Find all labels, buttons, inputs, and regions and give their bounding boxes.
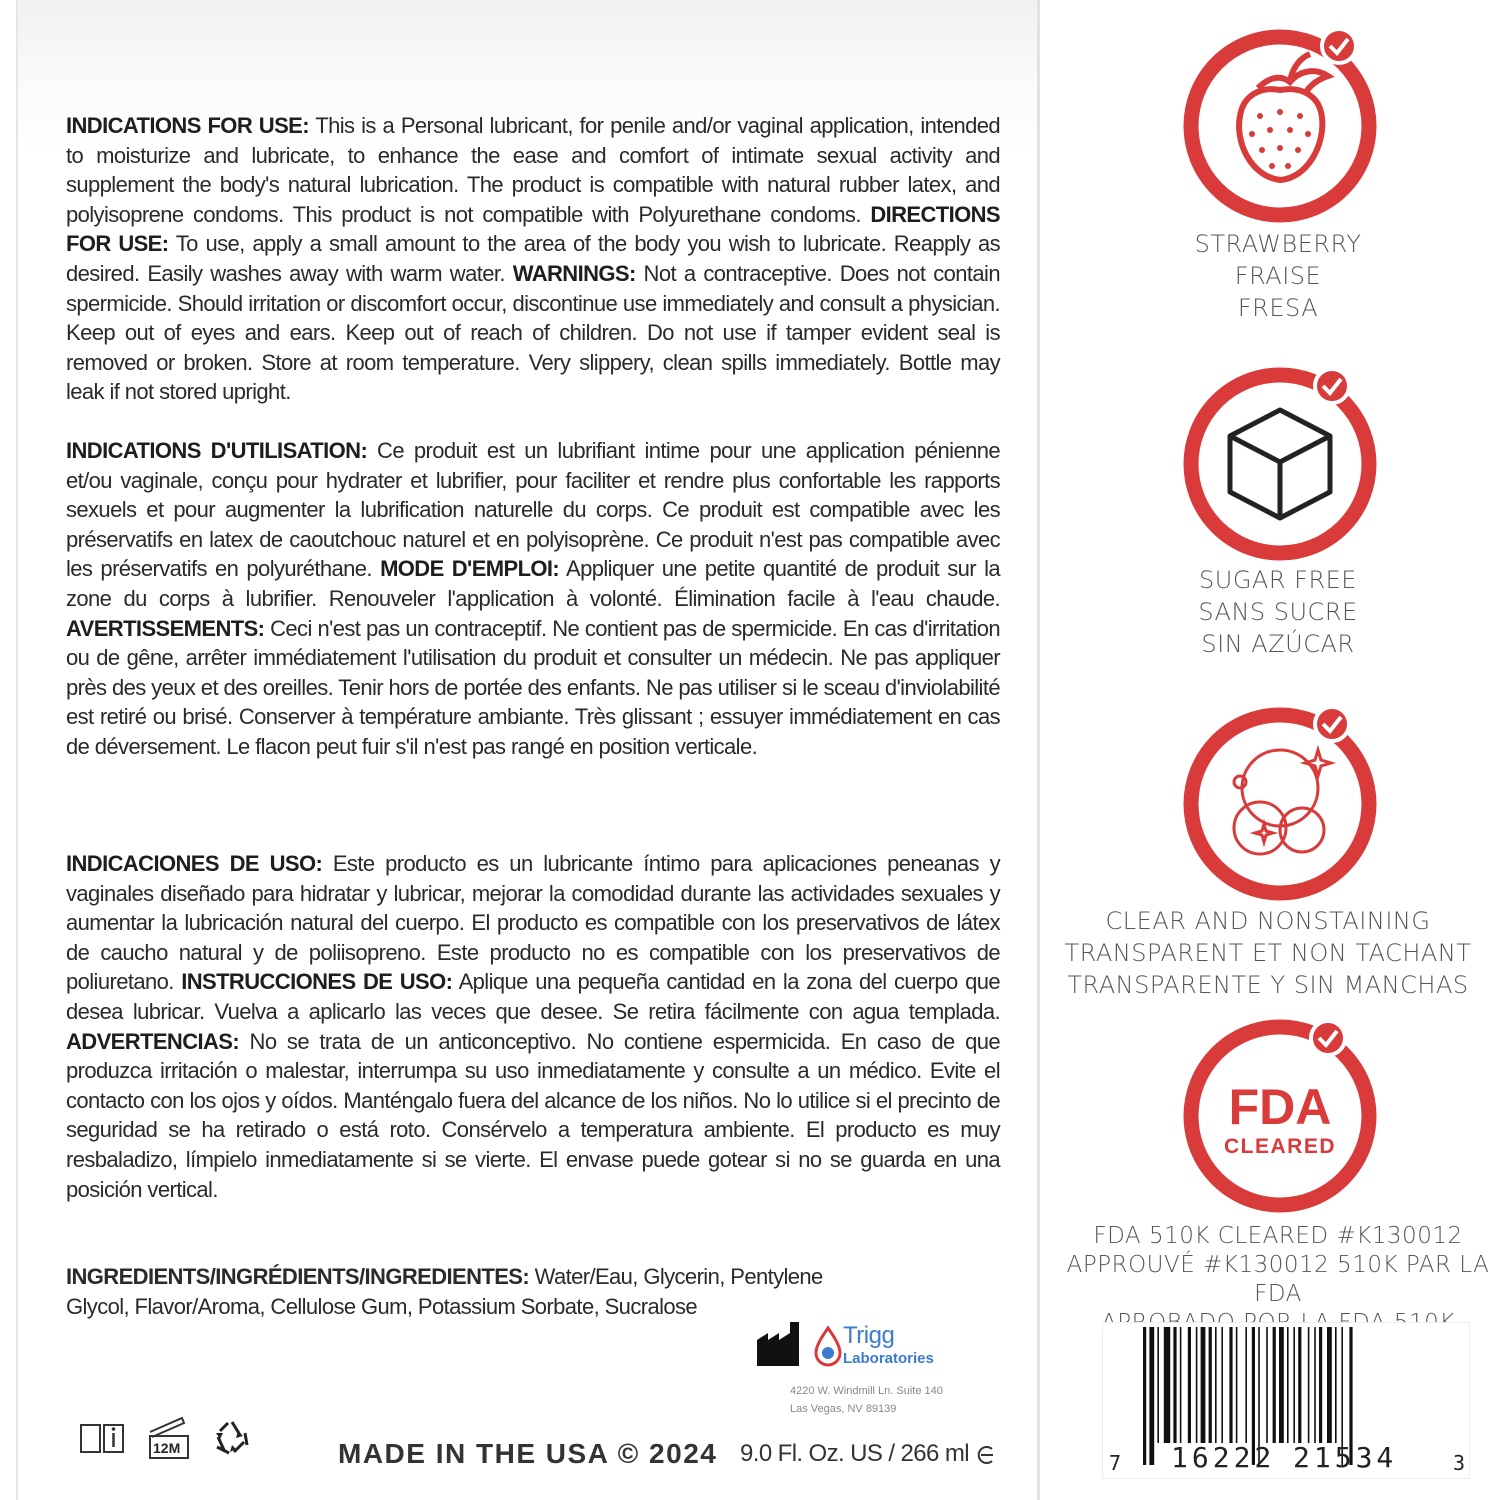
fda-big-text: FDA xyxy=(1228,1079,1332,1135)
badge-line: SUGAR FREE xyxy=(1199,566,1357,594)
indications-heading-en: INDICATIONS FOR USE: xyxy=(66,113,309,138)
indications-text-fr: Ce produit est un lubrifiant intime pour une application pénienne et/ou vaginale, conçu pour hydrater et lubrifier, pour faciliter et rendre plus confortable les rapports sexuels et pour augmenter la lubrification naturelle du corps. Ce produit est compatible avec les préservatifs en latex de caoutchouc naturel et en polyisoprène. Ce produit n'est pas compatible avec les préservatifs en polyuréthane. xyxy=(66,438,1000,582)
badge-line: FDA 510K CLEARED #K130012 xyxy=(1093,1223,1463,1249)
warnings-text-fr: Ceci n'est pas un contraceptif. Ne contient pas de spermicide. En cas d'irritation ou de gêne, arrêter immédiatement l'utilisation du produit et consulter un médecin. Ne pas appliquer près des yeux et des oreilles. Tenir hors de portée des enfants. Ne pas utiliser si le sceau d'inviolabilité est retiré ou brisé. Conserver à température ambiante. Très glissant ; essuyer immédiatement en cas de déversement. Le flacon peut fuir s'il n'est pas rangé en position verticale. xyxy=(66,615,1000,759)
barcode-lead-digit: 7 xyxy=(1109,1451,1126,1475)
barcode-bar xyxy=(1209,1327,1212,1443)
barcode-bar xyxy=(1335,1327,1337,1443)
barcode-bar xyxy=(1149,1327,1154,1465)
warnings-text-en: Not a contraceptive. Does not contain spermicide. Should irritation or discomfort occur, discontinue use immediately and consult a physician. Keep out of eyes and ears. Keep out of reach of children. Do not use if tamper evident seal is removed or broken. Store at room temperature. Very slippery, clean spills immediately. Bottle may leak if not stored upright. xyxy=(66,260,1000,405)
barcode-bar xyxy=(1236,1327,1238,1443)
directions-text-fr: Appliquer une petite quantité de produit sur la zone du corps à lubrifier. Renouveler l'application à volonté. Élimination facile à l'eau chaude. xyxy=(66,556,1000,611)
barcode-bar xyxy=(1215,1327,1217,1443)
estimated-sign-icon xyxy=(975,1444,997,1466)
ingredients-text: Water/Eau, Glycerin, Pentylene Glycol, Flavor/Aroma, Cellulose Gum, Potassium Sorbate, Sucralose xyxy=(66,1264,823,1319)
barcode-right-group: 21534 xyxy=(1293,1441,1398,1474)
barcode-bar xyxy=(1143,1327,1146,1465)
barcode-bar xyxy=(1327,1327,1332,1443)
footer-symbols xyxy=(78,1412,252,1462)
strawberry-badge xyxy=(1180,26,1380,226)
directions-text-en: To use, apply a small amount to the area of the body you wish to lubricate. Reapply as desired. Easily washes away with warm water. xyxy=(66,231,1001,286)
barcode-bar xyxy=(1196,1327,1198,1443)
barcode-bar xyxy=(1314,1327,1316,1443)
ingredients xyxy=(66,1262,826,1321)
manufacturer-name: Trigg xyxy=(843,1322,895,1349)
badge-line: FRAISE xyxy=(1234,262,1322,290)
made-in-usa: MADE IN THE USA © 2024 xyxy=(338,1438,718,1469)
strawberry-icon xyxy=(1239,54,1328,180)
badge-line: SIN AZÚCAR xyxy=(1201,630,1355,658)
barcode-bar xyxy=(1293,1327,1295,1443)
pao-block xyxy=(144,1412,194,1462)
badge-line: SANS SUCRE xyxy=(1198,598,1358,626)
badge-line: TRANSPARENT ET NON TACHANT xyxy=(1064,939,1472,967)
barcode-bar xyxy=(1245,1327,1247,1443)
barcode xyxy=(1102,1322,1470,1479)
barcode-bar xyxy=(1164,1327,1170,1443)
directions-text-es: Aplique una pequeña cantidad en la zona del cuerpo que desea lubricar. Vuelva a aplicarlo las veces que desee. Se retira fácilmente con agua templada. xyxy=(66,969,1000,1024)
manufacturer-block xyxy=(755,1318,975,1428)
barcode-bar xyxy=(1221,1327,1223,1443)
cube-icon xyxy=(1230,410,1330,518)
barcode-left-group: 16222 xyxy=(1171,1441,1276,1474)
warnings-text-es: No se trata de un anticonceptivo. No contiene espermicida. En caso de que produzca irritación o malestar, interrumpa su uso inmediatamente y consulte a un médico. Evite el contacto con los ojos y oídos. Manténgalo fuera del alcance de los niños. No lo utilice si el precinto de seguridad se ha retirado o está roto. Consérvelo a temperatura ambiente. El producto es muy resbaladizo, límpielo inmediatamente si se vierte. El envase puede gotear si no se guarda en una posición vertical. xyxy=(66,1028,1000,1202)
badge-line: FRESA xyxy=(1237,294,1319,322)
clear-badge xyxy=(1180,704,1380,904)
manufacturer-subtitle: Laboratories xyxy=(843,1350,934,1367)
barcode-bar xyxy=(1319,1327,1322,1443)
barcode-bar xyxy=(1180,1327,1182,1443)
factory-icon xyxy=(755,1318,805,1368)
barcode-bar xyxy=(1308,1327,1310,1443)
barcode-bar xyxy=(1229,1327,1232,1443)
badge-line: APPROUVÉ #K130012 510K PAR LA FDA xyxy=(1066,1252,1490,1307)
sugar-free-badge xyxy=(1180,364,1380,564)
pao-label: 12M xyxy=(153,1440,181,1456)
trigg-logo-icon xyxy=(813,1322,843,1368)
volume-text: 9.0 Fl. Oz. US / 266 ml xyxy=(740,1440,969,1467)
fda-badge xyxy=(1180,1016,1380,1216)
warnings-heading-es: ADVERTENCIAS: xyxy=(66,1028,240,1054)
indications-heading-fr: INDICATIONS D'UTILISATION: xyxy=(66,438,368,463)
ingredients-heading: INGREDIENTS/INGRÉDIENTS/INGREDIENTES: xyxy=(66,1264,530,1289)
directions-heading-es: INSTRUCCIONES DE USO: xyxy=(181,969,453,995)
indications-heading-es: INDICACIONES DE USO: xyxy=(66,851,323,876)
barcode-bar xyxy=(1201,1327,1206,1443)
sugar-free-label xyxy=(1058,564,1498,660)
barcode-bar xyxy=(1157,1327,1159,1443)
barcode-check-digit: 3 xyxy=(1453,1451,1470,1475)
strawberry-label xyxy=(1058,228,1498,324)
manufacturer-address-line1: 4220 W. Windmill Ln. Suite 140 xyxy=(790,1385,943,1397)
badge-line: STRAWBERRY xyxy=(1194,230,1362,258)
recycle-icon xyxy=(212,1417,252,1457)
indications-text-es: Este producto es un lubricante íntimo para aplicaciones peneanas y vaginales diseñado para hidratar y lubricar, mejorar la comodidad durante las actividades sexuales y aumentar la lubricación natural del cuerpo. El producto es compatible con los preservativos de látex de caucho natural y de poliisopreno. Este producto no es compatible con los preservativos de poliuretano. xyxy=(66,851,1000,995)
badge-line: TRANSPARENTE Y SIN MANCHAS xyxy=(1067,971,1469,999)
french-section xyxy=(66,436,1000,762)
volume xyxy=(740,1440,997,1468)
warnings-heading-fr: AVERTISSEMENTS: xyxy=(66,615,265,641)
directions-heading-en: DIRECTIONS FOR USE: xyxy=(66,201,1000,257)
barcode-bar xyxy=(1298,1327,1301,1443)
directions-heading-fr: MODE D'EMPLOI: xyxy=(380,556,560,582)
barcode-bar xyxy=(1279,1327,1284,1443)
warnings-heading-en: WARNINGS: xyxy=(512,260,636,286)
english-section xyxy=(66,111,1000,407)
read-instructions-icon xyxy=(78,1419,126,1455)
barcode-bar xyxy=(1173,1327,1176,1443)
manufacturer-address-line2: Las Vegas, NV 89139 xyxy=(790,1403,897,1415)
barcode-bar xyxy=(1273,1327,1276,1443)
spanish-section xyxy=(66,849,1000,1204)
bubbles-icon xyxy=(1234,750,1331,854)
badge-line: CLEAR AND NONSTAINING xyxy=(1105,907,1431,935)
fda-cleared-text: CLEARED xyxy=(1223,1135,1337,1158)
fda-icon xyxy=(1224,1079,1336,1158)
barcode-bar xyxy=(1266,1327,1268,1443)
barcode-bars xyxy=(1103,1323,1469,1468)
clear-label xyxy=(1048,905,1488,1001)
indications-text-en: This is a Personal lubricant, for penile and/or vaginal application, intended to moisturize and lubricate, to enhance the ease and comfort of intimate sexual activity and supplement the body's natural lubrication. The product is compatible with natural rubber latex, and polyisoprene condoms. This product is not compatible with Polyurethane condoms. xyxy=(66,113,1000,227)
barcode-bar xyxy=(1287,1327,1289,1443)
barcode-bar xyxy=(1188,1327,1191,1443)
